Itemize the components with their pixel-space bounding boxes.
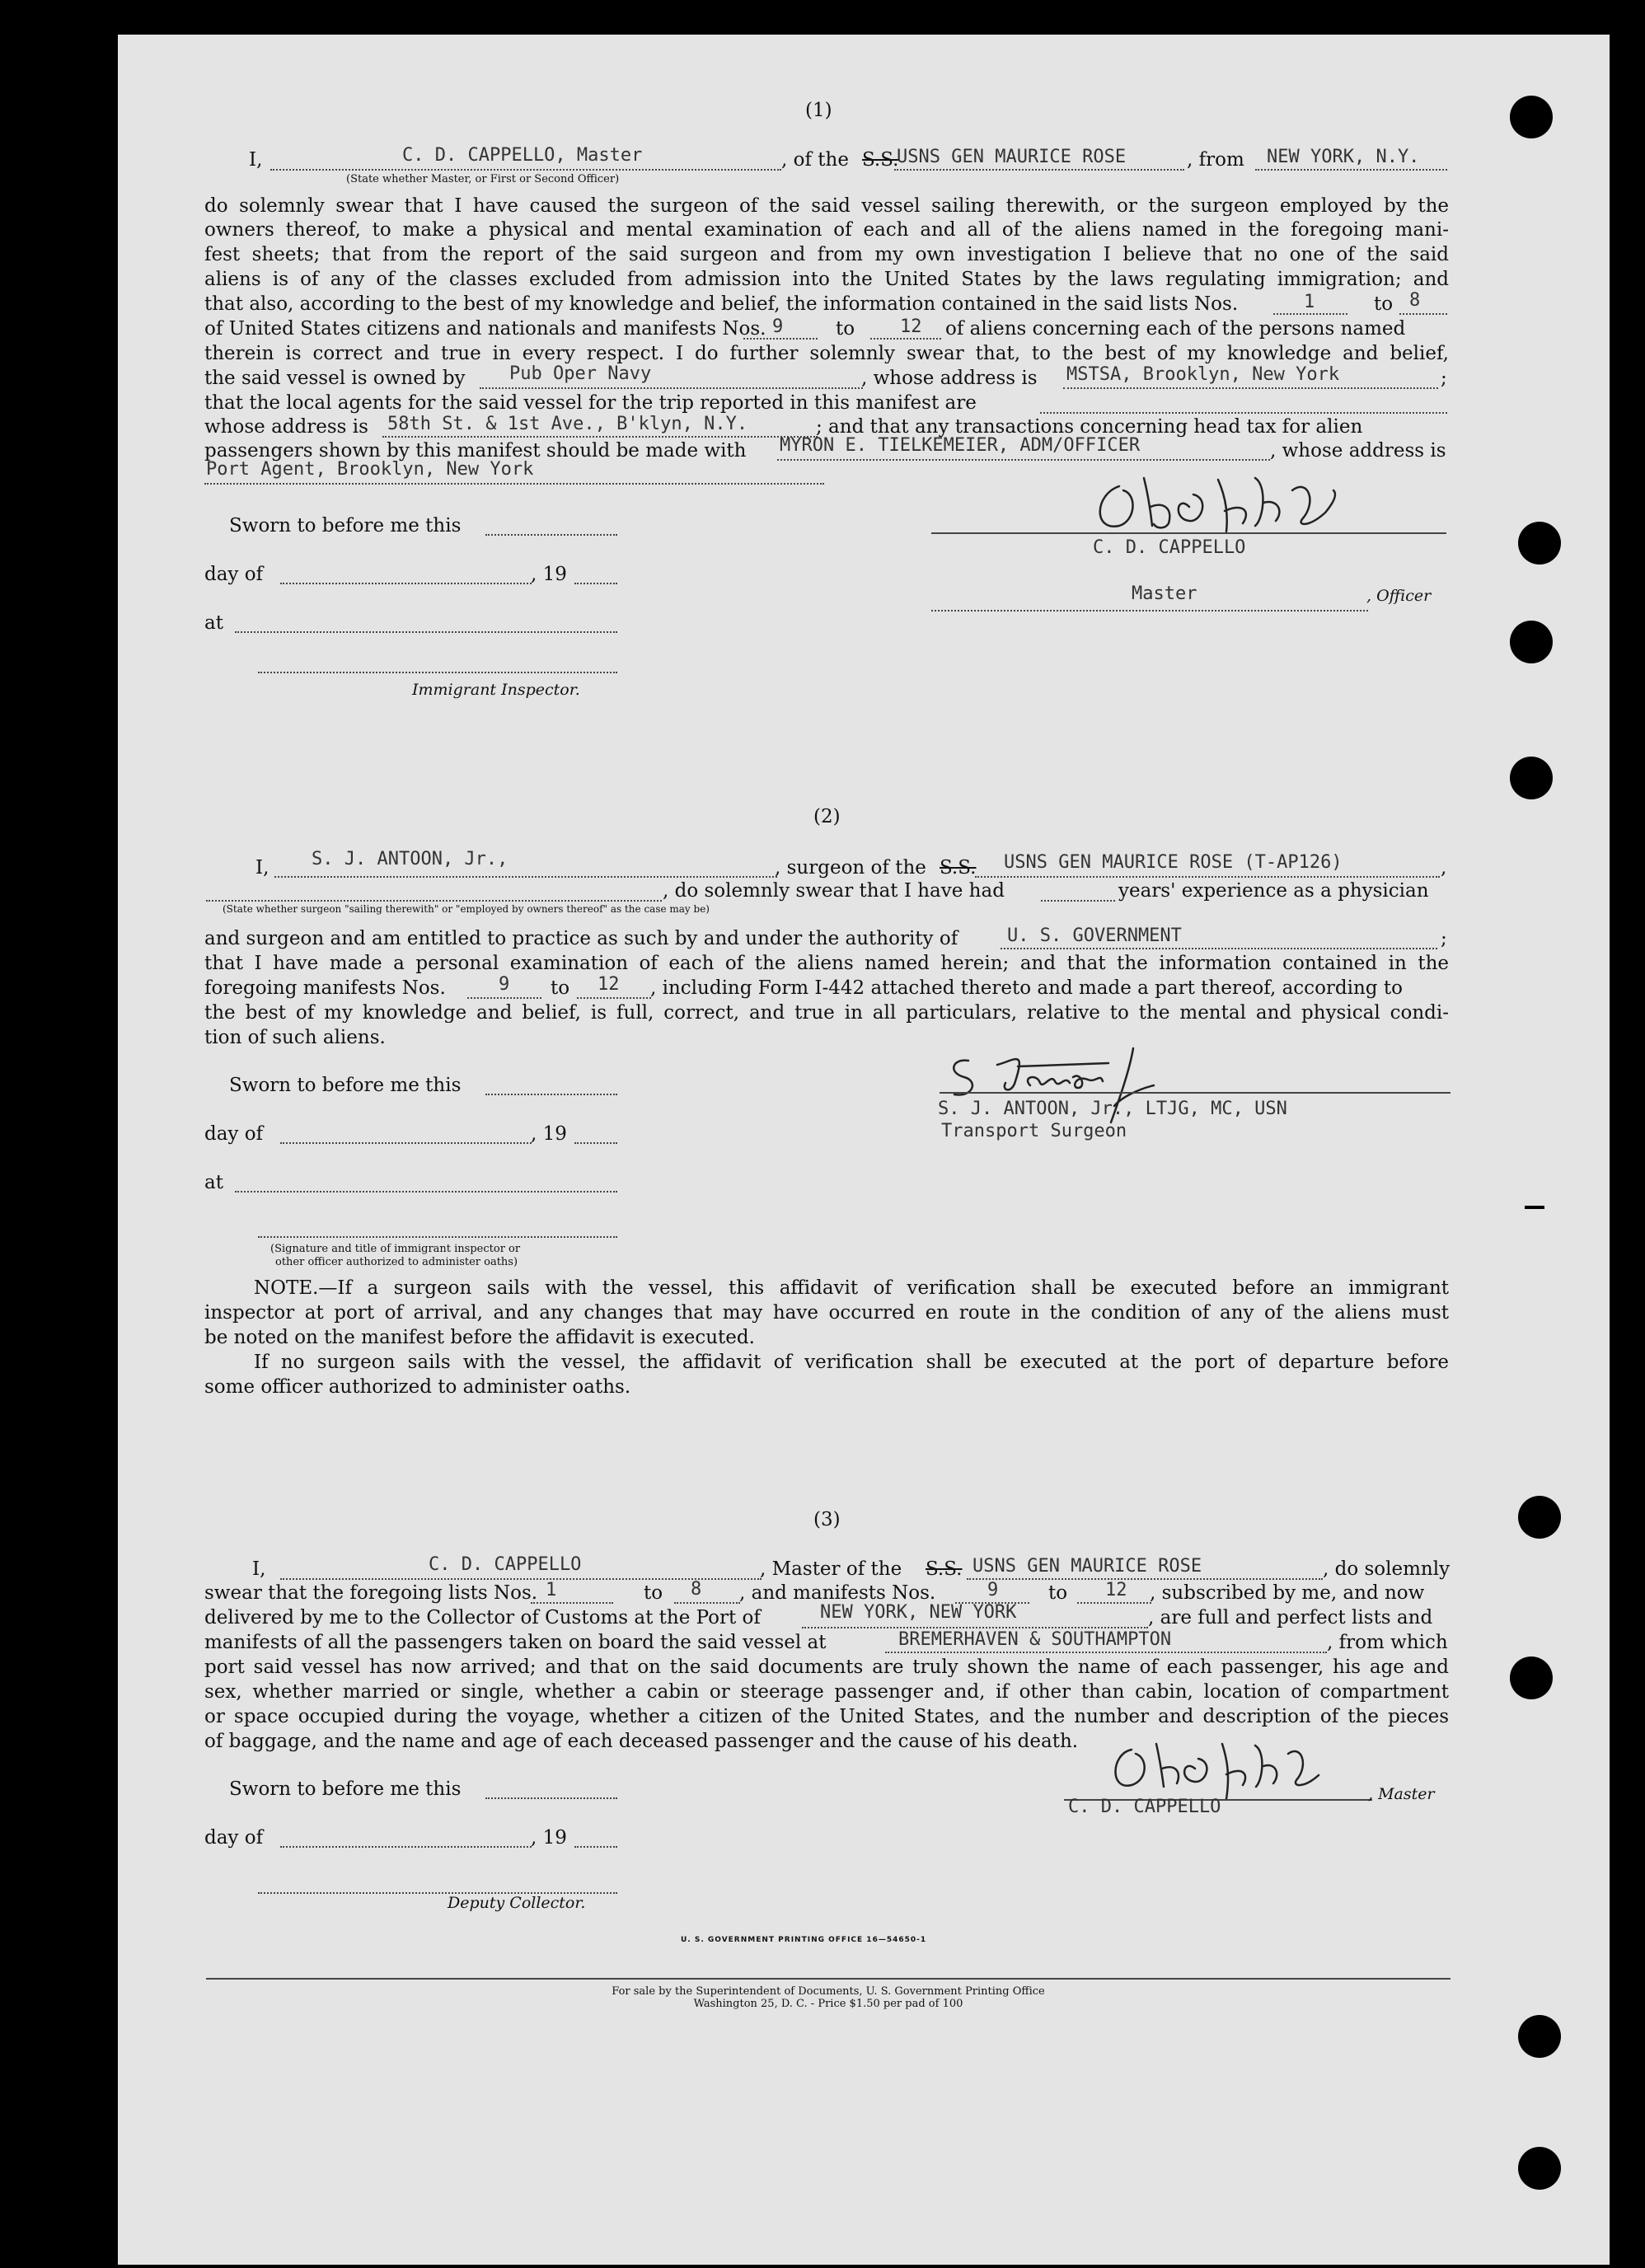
sworn-line [485,1094,617,1095]
surgeon-signature-title: Transport Surgeon [941,1121,1127,1141]
year-line [574,583,617,584]
at-label: at [204,612,223,634]
oath-line: , from which [1327,1632,1448,1653]
master-caption: (State whether Master, or First or Second Officer) [346,173,620,185]
manifests-to-field: 12 [598,974,620,995]
title-line [931,610,1368,612]
owner-field: Pub Oper Navy [509,363,652,384]
year-label: , 19 [531,1827,567,1849]
surgeon-signature-line [940,1092,1451,1094]
day-of-label: day of [204,564,264,585]
oath-line: therein is correct and true in every respect. I do further solemnly swear that, to the best of my knowledge and belief, [204,344,1449,363]
oath-line: delivered by me to the Collector of Customs at the Port of [204,1607,761,1628]
oath-line: of baggage, and the name and age of each deceased passenger and the cause of his death. [204,1731,1079,1752]
label-of-the: , of the [781,149,849,171]
inspector-signature-line [258,672,617,673]
fill-line [1399,313,1447,315]
fill-line [894,169,1184,171]
fill-line [480,387,863,389]
label-to: to [551,977,570,999]
binder-hole [1518,1496,1561,1539]
oath-line: aliens is of any of the classes excluded from admission into the United States by the laws regulating immigration; and [204,270,1449,289]
inspector-signature-line [258,1236,617,1238]
master-label: , Master [1368,1785,1435,1803]
day-line [280,1846,532,1848]
years-line [1041,900,1115,902]
fill-line [967,1578,1323,1580]
vessel-field: USNS GEN MAURICE ROSE [972,1556,1202,1577]
fill-line [1063,387,1438,389]
label-to: to [1048,1582,1068,1604]
oath-line: manifests of all the passengers taken on board the said vessel at [204,1632,827,1653]
fill-line [674,1602,740,1604]
sale-price: Washington 25, D. C. - Price $1.50 per pad of 100 [693,1998,963,2010]
embarkation-field: BREMERHAVEN & SOUTHAMPTON [898,1629,1172,1650]
binder-hole [1510,1656,1553,1699]
punct: ; [1441,928,1447,949]
note-line: inspector at port of arrival, and any changes that may have occurred en route in the condition of any of the aliens must [204,1304,1449,1323]
section-1-heading: (1) [805,100,832,121]
fill-line [743,338,818,340]
authority-field: U. S. GOVERNMENT [1007,925,1182,946]
head-tax-contact-field: MYRON E. TIELKEMEIER, ADM/OFFICER [780,435,1141,456]
manifests-from-field: 9 [987,1580,999,1600]
oath-line: tion of such aliens. [204,1027,386,1048]
sworn-label: Sworn to before me this [229,1075,462,1096]
contact-address-field: Port Agent, Brooklyn, New York [206,459,534,480]
fill-line [577,997,651,999]
punct: ; [1441,368,1447,389]
collector-caption: Deputy Collector. [448,1894,586,1912]
fill-line [270,169,781,171]
oath-line: years' experience as a physician [1118,880,1429,902]
label-surgeon-of: , surgeon of the [775,857,926,879]
year-label: , 19 [531,564,567,585]
oath-line: , whose address is [1270,440,1446,462]
sworn-label: Sworn to before me this [229,1778,462,1800]
lists-from-field: 1 [1304,292,1315,312]
year-line [574,1142,617,1144]
master-signature-1 [1086,462,1366,544]
oath-line: , subscribed by me, and now [1150,1582,1425,1604]
fill-line [802,1627,1148,1628]
manifests-from-field: 9 [772,316,784,337]
fill-line [280,1578,762,1580]
edge-mark [1525,1206,1544,1209]
surgeon-name-field: S. J. ANTOON, Jr., [312,849,508,869]
oath-line: the best of my knowledge and belief, is full, correct, and true in all particulars, relative to the mental and physical condi- [204,1004,1449,1023]
binder-hole [1518,2147,1561,2190]
oath-line: swear that the foregoing lists Nos. [204,1582,538,1604]
fill-line [1077,1602,1151,1604]
note-line: If no surgeon sails with the vessel, the affidavit of verification shall be executed at the port of departure before [254,1353,1449,1372]
oath-line: that also, according to the best of my knowledge and belief, the information contained in the said lists Nos. [204,293,1239,315]
fill-line [467,997,541,999]
label-i: I, [255,857,269,879]
lists-to-field: 8 [1409,290,1421,311]
oath-line: of aliens concerning each of the persons named [945,318,1406,340]
surgeon-caption: (State whether surgeon "sailing therewith" or "employed by owners thereof" as the case may be) [223,903,710,915]
day-line [280,1142,532,1144]
master-signature-3 [1103,1729,1333,1803]
binder-hole [1510,96,1553,138]
footer-rule [206,1978,1451,1980]
agent-address-field: 58th St. & 1st Ave., B'klyn, N.Y. [387,414,748,434]
oath-line: passengers shown by this manifest should be made with [204,440,747,462]
oath-line: ; and that any transactions concerning head tax for alien [816,416,1363,438]
struck-ss: S.S. [940,857,977,879]
fill-line [777,459,1270,461]
owner-address-field: MSTSA, Brooklyn, New York [1066,364,1340,385]
oath-line: that the local agents for the said vessel for the trip reported in this manifest are [204,392,977,414]
year-label: , 19 [531,1123,567,1145]
label-i: I, [252,1558,266,1580]
binder-hole [1518,2015,1561,2058]
inspector-caption: (Signature and title of immigrant inspector or [270,1243,521,1255]
lists-from-field: 1 [546,1580,557,1600]
fill-line [274,876,777,878]
label-to: to [644,1582,663,1604]
at-label: at [204,1172,223,1193]
label-to: to [836,318,855,340]
fill-line [1273,313,1347,315]
oath-line: or space occupied during the voyage, whether a citizen of the United States, and the number and description of the pieces [204,1708,1449,1727]
vessel-field: USNS GEN MAURICE ROSE [897,147,1127,167]
master-signature-line [931,532,1446,534]
oath-line: , do solemnly swear that I have had [663,880,1005,902]
vessel-field: USNS GEN MAURICE ROSE (T-AP126) [1004,852,1343,873]
departure-port-field: NEW YORK, N.Y. [1267,147,1420,167]
arrival-port-field: NEW YORK, NEW YORK [820,1602,1017,1623]
officer-label: , Officer [1366,587,1432,605]
manifests-to-field: 12 [1105,1580,1127,1600]
fill-line [382,436,818,438]
fill-line [1001,948,1437,949]
inspector-caption: other officer authorized to administer oaths) [275,1256,518,1268]
oath-line: , including Form I-442 attached thereto and made a part thereof, according to [650,977,1403,999]
manifests-to-field: 12 [900,316,922,337]
oath-line: fest sheets; that from the report of the said surgeon and from my own investigation I believe that no one of the said [204,246,1449,265]
at-line [235,631,617,633]
sworn-label: Sworn to before me this [229,515,462,537]
oath-line: do solemnly swear that I have caused the surgeon of the said vessel sailing therewith, or the surgeon employed by the [204,197,1449,216]
surgeon-signature-name: S. J. ANTOON, Jr., LTJG, MC, USN [938,1099,1287,1119]
fill-line [885,1652,1327,1653]
note-line: be noted on the manifest before the affidavit is executed. [204,1327,755,1348]
master-signature-name: C. D. CAPPELLO [1068,1797,1221,1817]
fill-line [1255,169,1447,171]
punct: , [1441,857,1447,879]
fill-line [204,483,824,485]
oath-line: , whose address is [861,368,1038,389]
oath-line: the said vessel is owned by [204,368,466,389]
binder-hole [1518,522,1561,565]
sworn-line [485,1797,617,1799]
day-line [280,583,532,584]
manifests-from-field: 9 [499,974,510,995]
master-name-field: C. D. CAPPELLO [429,1554,582,1575]
oath-line: , and manifests Nos. [739,1582,936,1604]
oath-line: and surgeon and am entitled to practice as such by and under the authority of [204,928,958,949]
note-line: some officer authorized to administer oaths. [204,1376,631,1398]
sworn-line [485,534,617,536]
oath-line: , do solemnly [1323,1558,1451,1580]
day-of-label: day of [204,1827,264,1849]
fill-line [206,900,662,902]
day-of-label: day of [204,1123,264,1145]
year-line [574,1846,617,1848]
label-i: I, [249,149,263,171]
binder-hole [1510,621,1553,663]
fill-line [531,1602,613,1604]
master-name-field: C. D. CAPPELLO, Master [402,145,643,166]
oath-line: that I have made a personal examination of each of the aliens named herein; and that the information contained in the [204,954,1449,973]
lists-to-field: 8 [691,1579,702,1600]
section-3-heading: (3) [813,1509,841,1530]
fill-line [975,876,1440,878]
label-to: to [1374,293,1394,315]
gpo-imprint: U. S. GOVERNMENT PRINTING OFFICE 16—54650-1 [681,1936,927,1944]
section-2-heading: (2) [813,806,841,827]
oath-line: owners thereof, to make a physical and mental examination of each and all of the aliens named in the foregoing mani- [204,221,1449,240]
oath-line: of United States citizens and nationals and manifests Nos. [204,318,766,340]
at-line [235,1191,617,1193]
fill-line [1040,412,1447,414]
struck-ss: S.S. [926,1558,963,1580]
oath-line: foregoing manifests Nos. [204,977,446,999]
sale-notice: For sale by the Superintendent of Documents, U. S. Government Printing Office [612,1985,1045,1998]
binder-hole [1510,757,1553,799]
oath-line: , are full and perfect lists and [1148,1607,1433,1628]
oath-line: sex, whether married or single, whether a cabin or steerage passenger and, if other than cabin, location of compartment [204,1683,1449,1702]
oath-line: port said vessel has now arrived; and that on the said documents are truly shown the name of each passenger, his age and [204,1658,1449,1677]
master-title: Master [1132,583,1197,604]
struck-ss: S.S. [862,149,899,171]
inspector-caption: Immigrant Inspector. [412,681,580,699]
oath-line: whose address is [204,416,368,438]
note-line: NOTE.—If a surgeon sails with the vessel, this affidavit of verification shall be executed before an immigrant [254,1279,1449,1298]
master-signature-name: C. D. CAPPELLO [1093,537,1246,558]
label-master-of: , Master of the [760,1558,902,1580]
label-from: , from [1187,149,1244,171]
fill-line [870,338,941,340]
